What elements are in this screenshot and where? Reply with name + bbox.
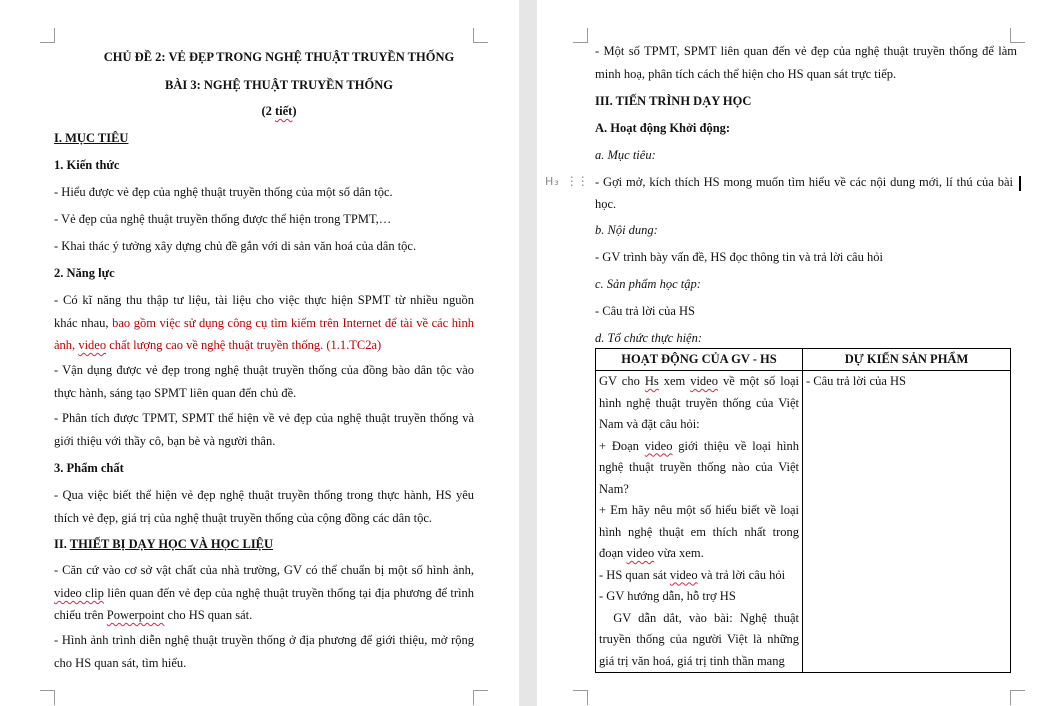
paragraph: - Một số TPMT, SPMT liên quan đến vẻ đẹp của nghệ thuật truyền thống để làm xyxy=(595,44,1017,58)
paragraph: - Phân tích được TPMT, SPMT thể hiện về vẻ đẹp của nghệ thuật truyền thống và xyxy=(54,411,474,425)
section-heading-equipment: II. THIẾT BỊ DẠY HỌC VÀ HỌC LIỆU xyxy=(54,537,274,551)
paragraph: học. xyxy=(595,197,617,211)
paragraph: giới thiệu với thầy cô, bạn bè và người thân. xyxy=(54,434,276,448)
paragraph: chiếu trên Powerpoint cho HS quan sát. xyxy=(54,608,253,622)
label-product: c. Sản phẩm học tập: xyxy=(595,277,701,291)
drag-handle-icon[interactable]: ⋮⋮ xyxy=(565,174,588,188)
paragraph: ảnh, video chất lượng cao về nghệ thuật truyền thống. (1.1.TC2a) xyxy=(54,338,382,352)
heading-style-icon: H₃ xyxy=(545,175,560,188)
lesson-topic-title: CHỦ ĐỀ 2: VẺ ĐẸP TRONG NGHỆ THUẬT TRUYỀN THỐNG xyxy=(103,50,455,64)
label-organization: d. Tổ chức thực hiện: xyxy=(595,331,703,345)
text-cursor xyxy=(1019,176,1021,191)
paragraph: - Câu trả lời của HS xyxy=(595,304,695,318)
paragraph: - Vận dụng được vẻ đẹp trong nghệ thuật truyền thống của đồng bào dân tộc vào xyxy=(54,363,474,377)
subheading-knowledge: 1. Kiến thức xyxy=(54,158,120,172)
paragraph: khác nhau, bao gồm việc sử dụng công cụ tìm kiếm trên Internet để tài về các hình xyxy=(54,316,474,330)
margin-mark xyxy=(573,690,588,705)
paragraph: thực hành, sáng tạo SPMT liên quan đến chủ đề. xyxy=(54,386,297,400)
paragraph: - Hiểu được vẻ đẹp của nghệ thuật truyền thống của một số dân tộc. xyxy=(54,185,393,199)
paragraph: - Khai thác ý tưởng xây dựng chủ đề gắn với di sản văn hoá của dân tộc. xyxy=(54,239,417,253)
section-heading-objectives: I. MỤC TIÊU xyxy=(54,131,129,145)
table-header-expected-product: DỰ KIẾN SẢN PHẨM xyxy=(803,349,1011,371)
table-cell-products[interactable]: - Câu trả lời của HS xyxy=(803,371,1011,673)
margin-mark xyxy=(473,690,488,705)
paragraph: - GV trình bày vấn đề, HS đọc thông tin và trả lời câu hỏi xyxy=(595,250,883,264)
paragraph: minh hoạ, phân tích cách thể hiện cho HS quan sát trực tiếp. xyxy=(595,67,897,81)
margin-mark xyxy=(1010,690,1025,705)
paragraph: - Qua việc biết thể hiện vẻ đẹp nghệ thuật truyền thống trong thực hành, HS yêu xyxy=(54,488,474,502)
activity-table xyxy=(595,348,1011,673)
document-page-right xyxy=(537,0,1063,706)
margin-mark xyxy=(573,28,588,43)
lesson-title: BÀI 3: NGHỆ THUẬT TRUYỀN THỐNG xyxy=(165,78,393,92)
label-content: b. Nội dung: xyxy=(595,223,658,237)
heading-drag-handle[interactable] xyxy=(545,174,588,188)
subheading-qualities: 3. Phẩm chất xyxy=(54,461,124,475)
subheading-competence: 2. Năng lực xyxy=(54,266,115,280)
activity-heading: A. Hoạt động Khởi động: xyxy=(595,121,731,135)
table-cell-activities[interactable]: GV cho Hs xem video về một số loại hình nghệ thuật truyền thống của Việt Nam và đặt câu hỏi: + Đoạn video giới thiệu về loại hình nghệ thuật truyền thống nào của Việt Nam? + Em hãy nêu một số hiểu biết về loại hình nghệ thuật em thích nhất trong đoạn video vừa xem. - HS quan sát video và trả lời câu hỏi - GV hướng dẫn, hỗ trợ HS GV dẫn dắt, vào bài: Nghệ thuật truyền thống của người Việt là những giá trị văn hoá, giá trị tinh thần mang xyxy=(596,371,803,673)
paragraph: - Có kĩ năng thu thập tư liệu, tài liệu cho việc thực hiện SPMT từ nhiều nguồn xyxy=(54,293,474,307)
label-objective: a. Mục tiêu: xyxy=(595,148,656,162)
paragraph: - Căn cứ vào cơ sở vật chất của nhà trường, GV có thể chuẩn bị một số hình ảnh, xyxy=(54,563,474,577)
paragraph: cho HS quan sát, tìm hiểu. xyxy=(54,656,187,670)
table-row xyxy=(596,371,1011,673)
margin-mark xyxy=(473,28,488,43)
document-page-left xyxy=(0,0,519,706)
paragraph: video clip liên quan đến vẻ đẹp của nghệ thuật truyền thống tại địa phương để trình xyxy=(54,586,474,600)
margin-mark xyxy=(1010,28,1025,43)
lesson-duration: (2 tiết) xyxy=(261,104,297,118)
paragraph: thích vẻ đẹp, giá trị của nghệ thuật truyền thống của cộng đồng các dân tộc. xyxy=(54,511,432,525)
section-heading-procedure: III. TIẾN TRÌNH DẠY HỌC xyxy=(595,94,752,108)
margin-mark xyxy=(40,28,55,43)
margin-mark xyxy=(40,690,55,705)
paragraph: - Vẻ đẹp của nghệ thuật truyền thống được thể hiện trong TPMT,… xyxy=(54,212,392,226)
paragraph: - Hình ảnh trình diễn nghệ thuật truyền thống ở địa phương để giới thiệu, mở rộng xyxy=(54,633,474,647)
paragraph[interactable]: - Gợi mở, kích thích HS mong muốn tìm hiểu về các nội dung mới, lí thú của bài xyxy=(595,175,1013,189)
table-header-teacher-student: HOẠT ĐỘNG CỦA GV - HS xyxy=(596,349,803,371)
